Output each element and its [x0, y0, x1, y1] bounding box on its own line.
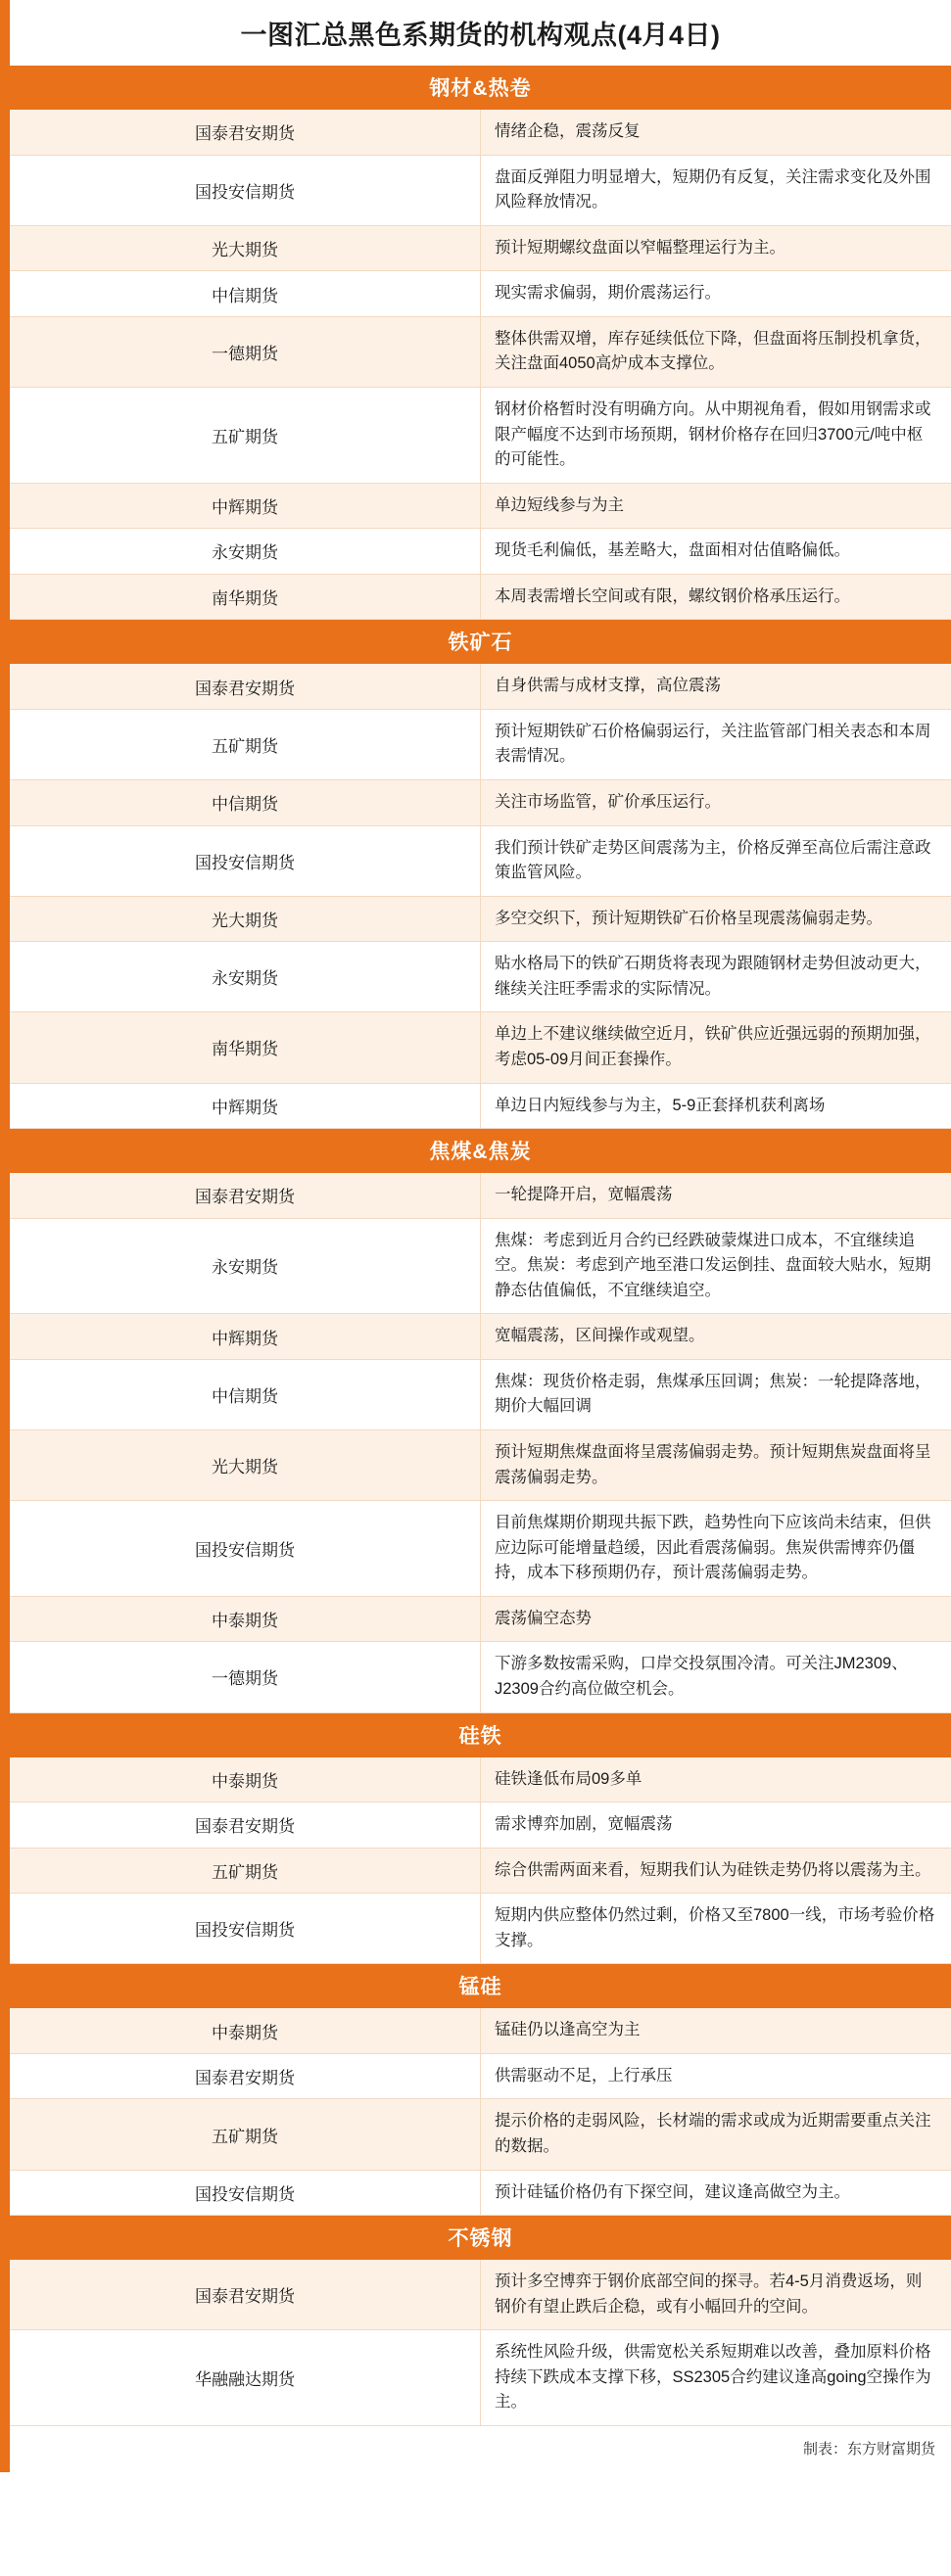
table-row: [10, 387, 951, 483]
section-title: 铁矿石: [10, 620, 951, 665]
table-row: [10, 155, 951, 225]
table-row: [10, 780, 951, 826]
institution-view: 需求博弈加剧，宽幅震荡: [481, 1803, 951, 1849]
table-row: [10, 2099, 951, 2170]
institution-name: 中泰期货: [10, 1596, 481, 1642]
table-row: [10, 1596, 951, 1642]
institution-name: 五矿期货: [10, 2099, 481, 2170]
institution-view: 盘面反弹阻力明显增大，短期仍有反复，关注需求变化及外围风险释放情况。: [481, 155, 951, 225]
table-row: [10, 1894, 951, 1964]
table-row: [10, 2008, 951, 2053]
institution-view: 震荡偏空态势: [481, 1596, 951, 1642]
table-row: [10, 574, 951, 620]
institution-name: 中泰期货: [10, 2008, 481, 2053]
table-row: [10, 1314, 951, 1360]
table-row: [10, 1642, 951, 1712]
table-row: [10, 1848, 951, 1894]
institution-view: 供需驱动不足，上行承压: [481, 2053, 951, 2099]
institution-view: 情绪企稳，震荡反复: [481, 110, 951, 155]
institution-name: 国泰君安期货: [10, 2260, 481, 2330]
section-header-row: [10, 620, 951, 665]
institution-view: 预计短期焦煤盘面将呈震荡偏弱走势。预计短期焦炭盘面将呈震荡偏弱走势。: [481, 1430, 951, 1501]
institution-name: 光大期货: [10, 896, 481, 942]
section-header-row: [10, 66, 951, 110]
institution-view: 综合供需两面来看，短期我们认为硅铁走势仍将以震荡为主。: [481, 1848, 951, 1894]
section-title: 钢材&热卷: [10, 66, 951, 110]
table-row: [10, 1083, 951, 1129]
institution-name: 一德期货: [10, 316, 481, 387]
institution-view: 硅铁逢低布局09多单: [481, 1757, 951, 1803]
institution-name: 中信期货: [10, 780, 481, 826]
table-row: [10, 709, 951, 779]
institution-view: 焦煤：现货价格走弱，焦煤承压回调；焦炭：一轮提降落地，期价大幅回调: [481, 1359, 951, 1429]
section-header-row: [10, 1129, 951, 1174]
institution-view: 一轮提降开启，宽幅震荡: [481, 1173, 951, 1218]
institution-view: 现实需求偏弱，期价震荡运行。: [481, 271, 951, 317]
institution-view: 贴水格局下的铁矿石期货将表现为跟随钢材走势但波动更大，继续关注旺季需求的实际情况。: [481, 942, 951, 1012]
table-row: [10, 2330, 951, 2426]
table-body: [10, 66, 951, 2425]
institution-view: 钢材价格暂时没有明确方向。从中期视角看，假如用钢需求或限产幅度不达到市场预期，钢材价格存在回归3700元/吨中枢的可能性。: [481, 387, 951, 483]
table-row: [10, 1501, 951, 1597]
institution-name: 五矿期货: [10, 709, 481, 779]
institution-views-table: [10, 66, 951, 2426]
institution-view: 单边短线参与为主: [481, 483, 951, 529]
table-row: [10, 1359, 951, 1429]
table-row: [10, 225, 951, 271]
institution-name: 五矿期货: [10, 387, 481, 483]
section-title: 锰硅: [10, 1964, 951, 2009]
table-row: [10, 2260, 951, 2330]
institution-view: 我们预计铁矿走势区间震荡为主，价格反弹至高位后需注意政策监管风险。: [481, 825, 951, 896]
institution-view: 焦煤：考虑到近月合约已经跌破蒙煤进口成本，不宜继续追空。焦炭：考虑到产地至港口发运倒挂、盘面较大贴水，短期静态估值偏低，不宜继续追空。: [481, 1218, 951, 1314]
table-row: [10, 1012, 951, 1083]
institution-name: 国投安信期货: [10, 155, 481, 225]
table-row: [10, 1218, 951, 1314]
footer-credit: 制表：东方财富期货: [802, 2440, 935, 2458]
table-row: [10, 1803, 951, 1849]
institution-name: 中信期货: [10, 271, 481, 317]
table-row: [10, 110, 951, 155]
table-row: [10, 1173, 951, 1218]
section-title: 不锈钢: [10, 2216, 951, 2261]
institution-name: 国投安信期货: [10, 825, 481, 896]
table-row: [10, 271, 951, 317]
section-header-row: [10, 2216, 951, 2261]
institution-name: 华融融达期货: [10, 2330, 481, 2426]
institution-view: 目前焦煤期价期现共振下跌，趋势性向下应该尚未结束，但供应边际可能增量趋缓，因此看震荡偏弱。焦炭供需博弈仍僵持，成本下移预期仍存，预计震荡偏弱走势。: [481, 1501, 951, 1597]
institution-name: 国泰君安期货: [10, 664, 481, 709]
institution-name: 中泰期货: [10, 1757, 481, 1803]
section-title: 硅铁: [10, 1712, 951, 1757]
table-row: [10, 825, 951, 896]
table-row: [10, 2053, 951, 2099]
institution-view: 预计短期螺纹盘面以窄幅整理运行为主。: [481, 225, 951, 271]
institution-name: 中辉期货: [10, 1314, 481, 1360]
institution-name: 南华期货: [10, 1012, 481, 1083]
table-row: [10, 1430, 951, 1501]
institution-view: 单边日内短线参与为主，5-9正套择机获利离场: [481, 1083, 951, 1129]
table-row: [10, 316, 951, 387]
institution-view: 关注市场监管，矿价承压运行。: [481, 780, 951, 826]
institution-name: 光大期货: [10, 225, 481, 271]
institution-name: 国投安信期货: [10, 1894, 481, 1964]
institution-view: 整体供需双增，库存延续低位下降，但盘面将压制投机拿货，关注盘面4050高炉成本支撑位。: [481, 316, 951, 387]
institution-name: 中信期货: [10, 1359, 481, 1429]
page-title: 一图汇总黑色系期货的机构观点(4月4日): [240, 21, 721, 50]
institution-name: 国泰君安期货: [10, 110, 481, 155]
institution-view: 锰硅仍以逢高空为主: [481, 2008, 951, 2053]
institution-view: 短期内供应整体仍然过剩，价格又至7800一线，市场考验价格支撑。: [481, 1894, 951, 1964]
institution-view: 系统性风险升级，供需宽松关系短期难以改善，叠加原料价格持续下跌成本支撑下移，SS2305合约建议逢高going空操作为主。: [481, 2330, 951, 2426]
institution-view: 自身供需与成材支撑，高位震荡: [481, 664, 951, 709]
institution-view: 下游多数按需采购，口岸交投氛围冷清。可关注JM2309、J2309合约高位做空机会。: [481, 1642, 951, 1712]
institution-name: 国泰君安期货: [10, 1803, 481, 1849]
institution-view: 多空交织下，预计短期铁矿石价格呈现震荡偏弱走势。: [481, 896, 951, 942]
section-title: 焦煤&焦炭: [10, 1129, 951, 1174]
section-header-row: [10, 1712, 951, 1757]
institution-view: 宽幅震荡，区间操作或观望。: [481, 1314, 951, 1360]
institution-view: 预计多空博弈于钢价底部空间的探寻。若4-5月消费返场，则钢价有望止跌后企稳，或有小幅回升的空间。: [481, 2260, 951, 2330]
institution-name: 光大期货: [10, 1430, 481, 1501]
table-row: [10, 1757, 951, 1803]
institution-name: 国泰君安期货: [10, 1173, 481, 1218]
institution-name: 永安期货: [10, 529, 481, 575]
institution-view: 现货毛利偏低，基差略大，盘面相对估值略偏低。: [481, 529, 951, 575]
institution-name: 国投安信期货: [10, 2170, 481, 2216]
institution-view: 预计硅锰价格仍有下探空间，建议逢高做空为主。: [481, 2170, 951, 2216]
institution-name: 国投安信期货: [10, 1501, 481, 1597]
institution-name: 永安期货: [10, 942, 481, 1012]
institution-name: 中辉期货: [10, 1083, 481, 1129]
institution-view: 预计短期铁矿石价格偏弱运行，关注监管部门相关表态和本周表需情况。: [481, 709, 951, 779]
table-row: [10, 529, 951, 575]
table-row: [10, 896, 951, 942]
table-row: [10, 2170, 951, 2216]
table-row: [10, 942, 951, 1012]
institution-view: 提示价格的走弱风险，长材端的需求或成为近期需要重点关注的数据。: [481, 2099, 951, 2170]
institution-name: 中辉期货: [10, 483, 481, 529]
institution-name: 一德期货: [10, 1642, 481, 1712]
institution-name: 永安期货: [10, 1218, 481, 1314]
institution-view: 单边上不建议继续做空近月，铁矿供应近强远弱的预期加强，考虑05-09月间正套操作。: [481, 1012, 951, 1083]
institution-name: 南华期货: [10, 574, 481, 620]
section-header-row: [10, 1964, 951, 2009]
table-row: [10, 483, 951, 529]
institution-name: 国泰君安期货: [10, 2053, 481, 2099]
institution-name: 五矿期货: [10, 1848, 481, 1894]
institution-view: 本周表需增长空间或有限，螺纹钢价格承压运行。: [481, 574, 951, 620]
table-row: [10, 664, 951, 709]
